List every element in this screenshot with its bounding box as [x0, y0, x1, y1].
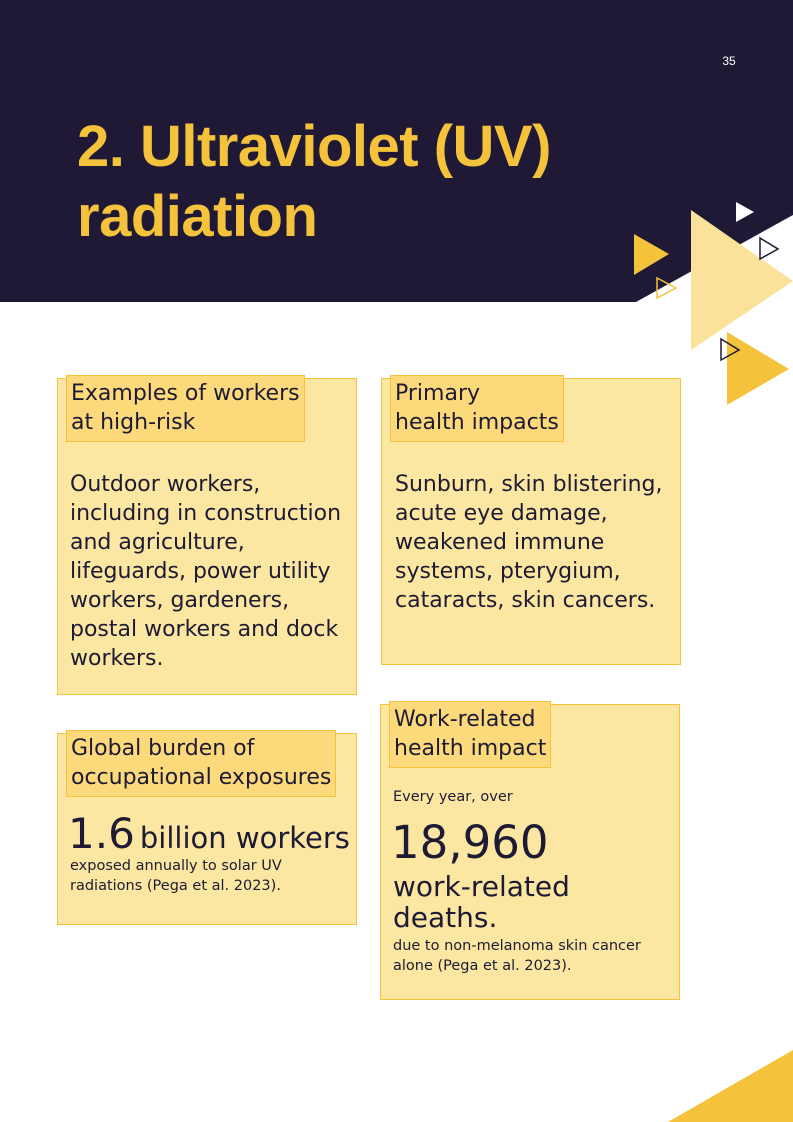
impact-note [393, 936, 678, 976]
bottom-corner-triangle-icon [668, 1050, 793, 1122]
workers-body-line: including in construction [70, 501, 342, 526]
burden-stat-number: 1.6 [68, 809, 135, 858]
workers-body-line: and agriculture, [70, 530, 245, 555]
page-title-line-1: 2. Ultraviolet (UV) [77, 114, 551, 179]
workers-tag-line-2: at high-risk [71, 410, 196, 435]
impact-stat-label [393, 871, 570, 933]
health-body-line: Sunburn, skin blistering, [395, 472, 663, 497]
burden-card-tag [66, 730, 336, 797]
workers-card-tag [66, 375, 305, 442]
burden-note-line-2: radiations (Pega et al. 2023). [70, 878, 281, 894]
health-body-line: acute eye damage, [395, 501, 608, 526]
burden-tag-line-1: Global burden of [71, 736, 255, 761]
impact-note-line-1: due to non-melanoma skin cancer [393, 938, 641, 954]
burden-tag-line-2: occupational exposures [71, 765, 332, 790]
outline-triangle-icon-1 [760, 238, 778, 259]
page-title-line-2: radiation [77, 184, 318, 249]
impact-card-tag [389, 701, 551, 768]
workers-body-line: workers, gardeners, [70, 588, 290, 613]
workers-body-line: workers. [70, 646, 164, 671]
burden-stat-unit: billion workers [139, 821, 350, 855]
workers-body-line: lifeguards, power utility [70, 559, 331, 584]
impact-tag-line-2: health impact [394, 736, 547, 761]
workers-body-line: postal workers and dock [70, 617, 339, 642]
page-title [77, 112, 637, 252]
workers-card-body [70, 470, 355, 673]
outline-triangle-icon-3 [721, 339, 739, 360]
burden-note-line-1: exposed annually to solar UV [70, 858, 282, 874]
impact-tag-line-1: Work-related [394, 707, 536, 732]
health-body-line: weakened immune [395, 530, 605, 555]
health-card-tag [390, 375, 564, 442]
health-tag-line-1: Primary [395, 381, 481, 406]
impact-stat-line-2: deaths. [393, 901, 498, 934]
health-body-line: cataracts, skin cancers. [395, 588, 656, 613]
page-number: 35 [722, 54, 736, 68]
yellow-right-triangle-icon [727, 332, 789, 405]
impact-intro: Every year, over [393, 789, 513, 805]
health-card-body [395, 470, 680, 615]
impact-stat-number: 18,960 [391, 816, 549, 869]
health-body-line: systems, pterygium, [395, 559, 621, 584]
impact-stat-line-1: work-related [393, 870, 570, 903]
workers-tag-line-1: Examples of workers [71, 381, 300, 406]
workers-body-line: Outdoor workers, [70, 472, 261, 497]
impact-note-line-2: alone (Pega et al. 2023). [393, 958, 572, 974]
burden-note [70, 856, 355, 896]
health-tag-line-2: health impacts [395, 410, 559, 435]
